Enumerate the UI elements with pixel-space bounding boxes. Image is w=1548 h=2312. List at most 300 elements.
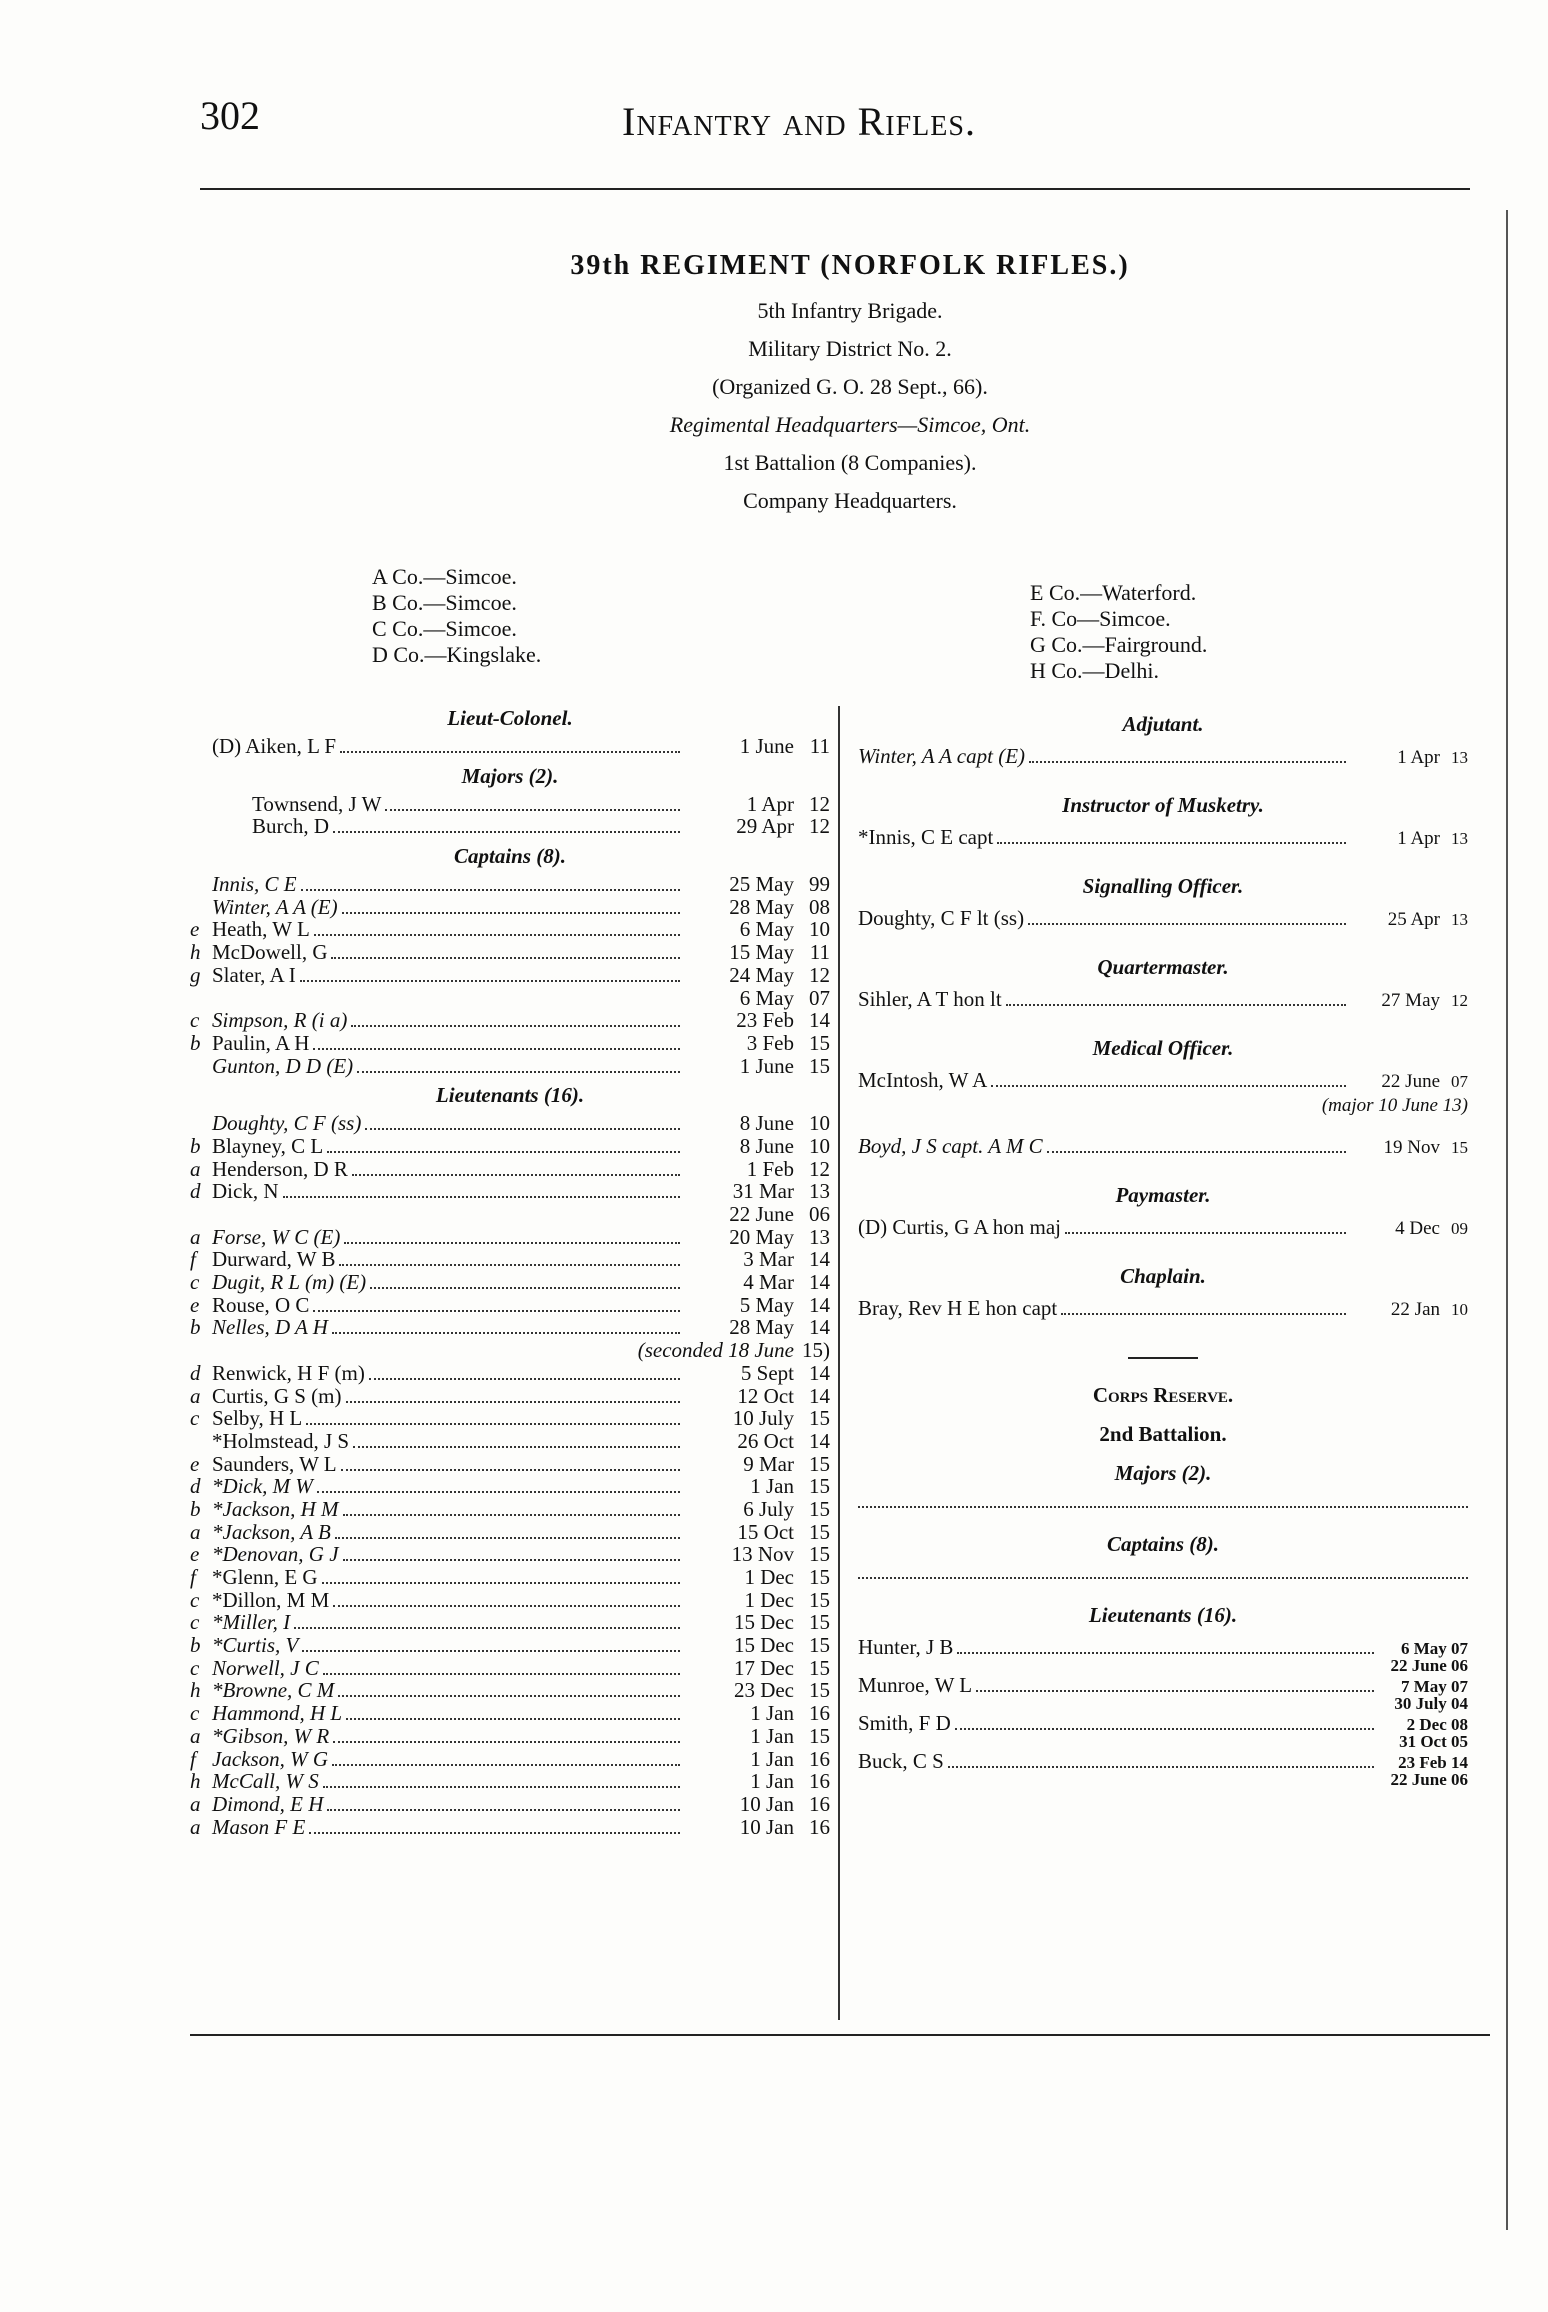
officer-name: [190, 1453, 337, 1476]
officer-row: [190, 1226, 830, 1249]
officer-row: [190, 1180, 830, 1203]
company-letter: c: [190, 1270, 200, 1295]
company-letter: a: [190, 1383, 201, 1408]
officer-name-text: Selby, H L: [212, 1406, 303, 1431]
appointment-year: 07: [1451, 1072, 1468, 1091]
commission-year: 10: [809, 917, 830, 942]
officer-name-text: Burch, D: [252, 814, 329, 839]
company-letter: g: [190, 962, 201, 987]
company-letter: f: [190, 1247, 196, 1272]
section-heading: Lieutenants (16).: [435, 1083, 585, 1108]
header-line: (Organized G. O. 28 Sept., 66).: [712, 374, 988, 399]
vacant-line: [858, 1492, 1468, 1508]
officer-name-text: Hammond, H L: [212, 1701, 343, 1726]
section-heading: Lieutenants (16).: [1088, 1603, 1238, 1627]
commission-date: 15 Oct: [737, 1519, 794, 1544]
officer-row: [190, 1135, 830, 1158]
officer-row: [190, 1248, 830, 1271]
header-line: Company Headquarters.: [743, 488, 957, 513]
officer-name-text: (D) Aiken, L F: [212, 734, 337, 758]
officer-name: [190, 1032, 309, 1055]
officer-name-text: *Miller, I: [212, 1610, 291, 1635]
section-heading: Signalling Officer.: [1082, 874, 1244, 898]
commission-date: 6 May: [739, 985, 794, 1010]
commission-date: 24 May: [729, 962, 794, 987]
appointment-year: 15: [1451, 1138, 1468, 1157]
officer-row: [190, 1498, 830, 1521]
officer-name: Munroe, W L: [858, 1673, 973, 1697]
commission-date: 10 July: [732, 1406, 794, 1431]
officer-name-text: *Gibson, W R: [212, 1723, 330, 1748]
officer-row: [190, 987, 830, 1010]
commission-dates: [1378, 1640, 1468, 1674]
reserve-title: Corps Reserve.: [1092, 1383, 1234, 1407]
officer-name-text: *Dick, M W: [212, 1474, 313, 1499]
officer-name-text: Jackson, W G: [212, 1746, 329, 1771]
vacant-line: [858, 1563, 1468, 1579]
officer-name-text: Slater, A I: [212, 962, 296, 987]
header-line: 1st Battalion (8 Companies).: [723, 450, 977, 475]
officer-row: [190, 1430, 830, 1453]
officer-name: Doughty, C F lt (ss): [858, 906, 1025, 930]
officer-row: [190, 918, 830, 941]
officer-name-text: Rouse, O C: [212, 1292, 310, 1317]
section-divider: [1128, 1357, 1198, 1359]
commission-date: 1 Apr: [746, 791, 794, 816]
officer-row: [230, 793, 830, 816]
commission-date: 15 May: [729, 940, 794, 965]
officer-row: [190, 1294, 830, 1317]
commission-year: 10: [809, 1133, 830, 1158]
officer-name-text: Doughty, C F (ss): [212, 1111, 362, 1136]
commission-date: 3 Mar: [743, 1247, 794, 1272]
commission-year: 14: [809, 1383, 830, 1408]
right-column: [858, 712, 1468, 1789]
commission-year: 16: [809, 1769, 830, 1794]
commission-year: 16: [809, 1701, 830, 1726]
commission-year: 10: [809, 1111, 830, 1136]
commission-date: 23 Feb: [736, 1008, 794, 1033]
officer-row: [190, 1725, 830, 1748]
company-letter: c: [190, 1655, 200, 1680]
commission-year: 15: [809, 1496, 830, 1521]
officer-name: [190, 1055, 353, 1078]
commission-year: 12: [809, 814, 830, 839]
officer-name: [190, 1566, 318, 1589]
regiment-header: [400, 250, 1300, 520]
commission-year: 16: [809, 1746, 830, 1771]
officer-name: [190, 1339, 212, 1362]
commission-date: 8 June: [739, 1111, 794, 1136]
lt-colonel-list: [190, 735, 830, 758]
commission-year: 14: [809, 1292, 830, 1317]
officer-name: Winter, A A capt (E): [858, 744, 1026, 768]
section-heading: Lieut-Colonel.: [447, 706, 573, 730]
officer-name: [190, 1657, 319, 1680]
commission-year: 14: [809, 1315, 830, 1340]
commission-year: 15: [809, 1542, 830, 1567]
section-heading: Medical Officer.: [1092, 1036, 1234, 1060]
commission-date: 7 May 07: [1400, 1677, 1468, 1696]
appointment-row: [858, 822, 1468, 852]
officer-row: [190, 1203, 830, 1226]
officer-row: [190, 896, 830, 919]
commission-date: 6 May: [739, 917, 794, 942]
commission-date: 15 Dec: [733, 1610, 794, 1635]
officer-name: [190, 1543, 339, 1566]
officer-row: [230, 815, 830, 838]
captains-list: [190, 873, 830, 1077]
officer-row: [190, 941, 830, 964]
commission-year: 16: [809, 1791, 830, 1816]
officer-name-text: Norwell, J C: [212, 1655, 319, 1680]
lieutenants-list: [190, 1112, 830, 1838]
company-letter: e: [190, 1292, 200, 1317]
company-letter: f: [190, 1565, 196, 1589]
officer-row: [190, 1112, 830, 1135]
officer-name: [190, 1158, 348, 1181]
officer-name-text: Dick, N: [212, 1179, 279, 1204]
header-line: Regimental Headquarters—Simcoe, Ont.: [669, 412, 1031, 437]
company-letter: d: [190, 1474, 201, 1499]
commission-date: 1 Jan: [750, 1701, 794, 1726]
officer-name-text: Nelles, D A H: [212, 1315, 328, 1340]
officer-name: [190, 1611, 290, 1634]
commission-date: 22 June 06: [1390, 1656, 1468, 1675]
commission-year: 13: [809, 1224, 830, 1249]
company-letter: b: [190, 1133, 201, 1158]
officer-row: [190, 1453, 830, 1476]
officer-name-text: Mason F E: [212, 1814, 306, 1839]
company-letter: e: [190, 1451, 200, 1476]
officer-name-text: Gunton, D D (E): [212, 1053, 354, 1078]
officer-name-text: Curtis, G S (m): [212, 1383, 342, 1408]
officer-name: [190, 1748, 328, 1771]
officer-name: [230, 793, 381, 816]
commission-year: 15: [809, 1474, 830, 1499]
commission-year: 15: [809, 1406, 830, 1431]
commission-date: 2 Dec 08: [1406, 1715, 1468, 1734]
officer-name-text: *Dillon, M M: [212, 1587, 330, 1612]
officer-row: [190, 1634, 830, 1657]
section-heading: Adjutant.: [1122, 712, 1204, 736]
company-letter: c: [190, 1701, 200, 1726]
officer-name-text: Renwick, H F (m): [212, 1360, 365, 1385]
officer-name-text: Dugit, R L (m) (E): [212, 1270, 367, 1295]
officer-row: [190, 1589, 830, 1612]
officer-name: [190, 1180, 279, 1203]
commission-year: 14: [809, 1247, 830, 1272]
officer-name: Boyd, J S capt. A M C: [858, 1134, 1043, 1158]
commission-year: 15: [809, 1633, 830, 1658]
officer-name-text: Paulin, A H: [212, 1030, 310, 1055]
column-divider: [838, 706, 840, 2020]
appointment-date: 22 Jan: [1390, 1299, 1440, 1320]
company-letter: a: [190, 1519, 201, 1544]
commission-date: 6 July: [743, 1496, 794, 1521]
company-letter: b: [190, 1496, 201, 1521]
officer-row: [190, 1793, 830, 1816]
commission-date: 10 Jan: [739, 1791, 794, 1816]
officer-name: [190, 1430, 349, 1453]
officer-name: [190, 1793, 323, 1816]
appointment-row: [858, 1293, 1468, 1323]
company-letter: a: [190, 1791, 201, 1816]
officer-row: [190, 735, 830, 758]
company-letter: a: [190, 1814, 201, 1839]
officer-name-text: Durward, W B: [212, 1247, 336, 1272]
appointment-date: 27 May: [1381, 990, 1440, 1011]
commission-year: 15: [809, 1678, 830, 1703]
officer-name: Sihler, A T hon lt: [858, 987, 1002, 1011]
company-letter: a: [190, 1723, 201, 1748]
commission-date: 28 May: [729, 1315, 794, 1340]
company-letter: c: [190, 1406, 200, 1431]
officer-name: [190, 987, 212, 1010]
officer-name-text: *Jackson, H M: [212, 1496, 339, 1521]
officer-row: [190, 1055, 830, 1078]
officer-name-text: Dimond, E H: [212, 1791, 324, 1816]
company-letter: e: [190, 1542, 200, 1567]
commission-date: 6 May 07: [1400, 1639, 1468, 1658]
appointment-year: 13: [1451, 748, 1468, 767]
officer-name: [190, 1475, 313, 1498]
officer-name: (D) Curtis, G A hon maj: [858, 1215, 1061, 1239]
commission-date: 12 Oct: [737, 1383, 794, 1408]
commission-year: 11: [809, 940, 830, 965]
commission-date: 1 Feb: [746, 1156, 794, 1181]
company-letter: f: [190, 1746, 196, 1771]
company-letter: e: [190, 917, 200, 942]
company-letter: b: [190, 1633, 201, 1658]
officer-name: [190, 1316, 328, 1339]
company-letter: c: [190, 1610, 200, 1635]
section-heading: Quartermaster.: [1097, 955, 1229, 979]
company-letter: d: [190, 1179, 201, 1204]
officer-row: [190, 1407, 830, 1430]
appointment-date: 4 Dec: [1395, 1218, 1440, 1239]
officer-name-text: *Holmstead, J S: [212, 1428, 350, 1453]
appointment-year: 12: [1451, 991, 1468, 1010]
officer-name-text: Winter, A A (E): [212, 894, 338, 919]
commission-date: 30 July 04: [1394, 1694, 1468, 1713]
company-letter: d: [190, 1360, 201, 1385]
officer-name: [190, 1294, 309, 1317]
officer-row: [190, 1543, 830, 1566]
company-entry: F. Co—Simcoe.: [1030, 606, 1171, 631]
company-letter: b: [190, 1315, 201, 1340]
commission-date: 1 June: [739, 734, 794, 758]
section-heading: Majors (2).: [461, 763, 559, 788]
company-letter: b: [190, 1030, 201, 1055]
officer-row: [190, 1158, 830, 1181]
commission-date: 1 Jan: [750, 1769, 794, 1794]
commission-year: 06: [809, 1202, 830, 1226]
commission-year: 15: [809, 1519, 830, 1544]
officer-row: [190, 1611, 830, 1634]
appointment-row: [858, 1065, 1468, 1095]
officer-row: [190, 1748, 830, 1771]
officer-name: [190, 1589, 329, 1612]
officer-row: [190, 1271, 830, 1294]
officer-row: [190, 1385, 830, 1408]
commission-date: 1 Jan: [750, 1474, 794, 1499]
page-number: 302: [200, 93, 260, 138]
commission-date: 10 Jan: [739, 1814, 794, 1839]
officer-row: [190, 1009, 830, 1032]
right-page-edge: [1506, 210, 1508, 2230]
commission-date: 1 Dec: [744, 1587, 794, 1612]
officer-row: [190, 1316, 830, 1339]
company-entry: E Co.—Waterford.: [1030, 580, 1197, 605]
appointment-year: 09: [1451, 1219, 1468, 1238]
officer-name-text: Townsend, J W: [252, 791, 382, 816]
company-letter: a: [190, 1156, 201, 1181]
header-line: Military District No. 2.: [748, 336, 952, 361]
section-heading: Majors (2).: [1114, 1461, 1212, 1485]
officer-name: [190, 1226, 340, 1249]
officer-row: [190, 1475, 830, 1498]
officer-name: [190, 873, 297, 896]
commission-year: 15: [809, 1723, 830, 1748]
company-letter: a: [190, 1224, 201, 1249]
majors-list: [190, 793, 830, 838]
reserve-battalion: 2nd Battalion.: [1099, 1422, 1227, 1446]
officer-name-text: Simpson, R (i a): [212, 1008, 348, 1033]
officer-row: [190, 1032, 830, 1055]
company-entry: A Co.—Simcoe.: [372, 564, 517, 589]
officer-row: [190, 873, 830, 896]
commission-date: 25 May: [729, 872, 794, 897]
commission-year: 15: [809, 1030, 830, 1055]
appointment-year: 10: [1451, 1300, 1468, 1319]
company-entry: B Co.—Simcoe.: [372, 590, 517, 615]
officer-name: Bray, Rev H E hon capt: [858, 1296, 1058, 1320]
officer-name: [190, 964, 296, 987]
officer-name: [190, 1407, 302, 1430]
commission-year: 14: [809, 1360, 830, 1385]
commission-date: 3 Feb: [746, 1030, 794, 1055]
officer-row: [190, 1362, 830, 1385]
commission-year: 14: [809, 1008, 830, 1033]
officer-name: [190, 1770, 319, 1793]
commission-date: 23 Feb 14: [1398, 1753, 1468, 1772]
commission-year: 16: [809, 1814, 830, 1839]
section-heading: Chaplain.: [1120, 1264, 1206, 1288]
appointment-year: 13: [1451, 829, 1468, 848]
officer-name-text: *Jackson, A B: [212, 1519, 331, 1544]
officer-name-text: Saunders, W L: [212, 1451, 337, 1476]
reserve-officer-row: [858, 1670, 1468, 1713]
officer-name: [190, 1679, 334, 1702]
commission-date: (seconded 18 June: [637, 1338, 794, 1363]
officer-name: [190, 1248, 335, 1271]
company-letter: c: [190, 1008, 200, 1033]
officer-name: Smith, F D: [858, 1711, 951, 1735]
commission-year: 15: [809, 1053, 830, 1078]
officer-row: [190, 1679, 830, 1702]
commission-year: 15: [809, 1655, 830, 1680]
appointment-row: [858, 984, 1468, 1014]
company-entry: C Co.—Simcoe.: [372, 616, 517, 641]
section-heading: Paymaster.: [1115, 1183, 1211, 1207]
commission-dates: [1378, 1716, 1468, 1750]
appointment-date: 1 Apr: [1397, 828, 1440, 849]
section-heading: Instructor of Musketry.: [1062, 793, 1264, 817]
officer-row: [190, 1339, 830, 1362]
officer-row: [190, 1770, 830, 1793]
officer-name: [190, 896, 338, 919]
company-letter: h: [190, 1678, 201, 1703]
commission-date: 1 June: [739, 1053, 794, 1078]
regiment-title: 39th REGIMENT (NORFOLK RIFLES.): [570, 250, 1130, 281]
commission-date: 1 Jan: [750, 1746, 794, 1771]
company-list-left: [372, 564, 541, 668]
officer-name: [190, 1362, 365, 1385]
officer-name-text: *Glenn, E G: [212, 1565, 318, 1589]
commission-date: 15 Dec: [733, 1633, 794, 1658]
officer-name: [230, 815, 329, 838]
header-line: 5th Infantry Brigade.: [757, 298, 943, 323]
company-list-right: [1030, 580, 1207, 684]
officer-name: [190, 1271, 366, 1294]
commission-date: 4 Mar: [743, 1270, 794, 1295]
company-entry: G Co.—Fairground.: [1030, 632, 1208, 657]
commission-date: 8 June: [739, 1133, 794, 1158]
appointment-row: [858, 1131, 1468, 1161]
officer-row: [190, 1816, 830, 1839]
reserve-lieutenants-list: [858, 1632, 1468, 1789]
reserve-officer-row: [858, 1746, 1468, 1789]
commission-year: 14: [809, 1428, 830, 1453]
reserve-officer-row: [858, 1708, 1468, 1751]
commission-year: 11: [809, 734, 830, 758]
officer-name-text: Heath, W L: [212, 917, 310, 942]
commission-year: 08: [809, 894, 830, 919]
officer-row: [190, 1566, 830, 1589]
commission-year: 15: [809, 1451, 830, 1476]
left-column: [190, 700, 830, 1838]
commission-date: 5 May: [739, 1292, 794, 1317]
commission-date: 28 May: [729, 894, 794, 919]
company-letter: h: [190, 940, 201, 965]
running-head: Infantry and Rifles.: [622, 99, 976, 144]
commission-dates: [1378, 1678, 1468, 1712]
company-entry: H Co.—Delhi.: [1030, 658, 1159, 683]
commission-year: 13: [809, 1179, 830, 1204]
commission-date: 13 Nov: [731, 1542, 794, 1567]
officer-name: [190, 1498, 339, 1521]
commission-year: 12: [809, 962, 830, 987]
officer-row: [190, 1657, 830, 1680]
commission-year: 15: [809, 1587, 830, 1612]
commission-year: 99: [809, 872, 830, 897]
officer-name-text: Henderson, D R: [212, 1156, 348, 1181]
officer-name: [190, 1385, 342, 1408]
officer-name-text: *Curtis, V: [212, 1633, 299, 1658]
commission-date: 31 Oct 05: [1399, 1732, 1468, 1751]
officer-name: [190, 1521, 331, 1544]
commission-date: 22 June 06: [1390, 1770, 1468, 1789]
officer-name-text: McCall, W S: [212, 1769, 319, 1794]
appointment-date: 19 Nov: [1383, 1137, 1440, 1158]
officer-name: [190, 735, 336, 758]
commission-year: 15: [809, 1610, 830, 1635]
appointment-row: [858, 1212, 1468, 1242]
appointment-row: [858, 741, 1468, 771]
officer-name: [190, 1203, 212, 1226]
appointment-date: 1 Apr: [1397, 747, 1440, 768]
